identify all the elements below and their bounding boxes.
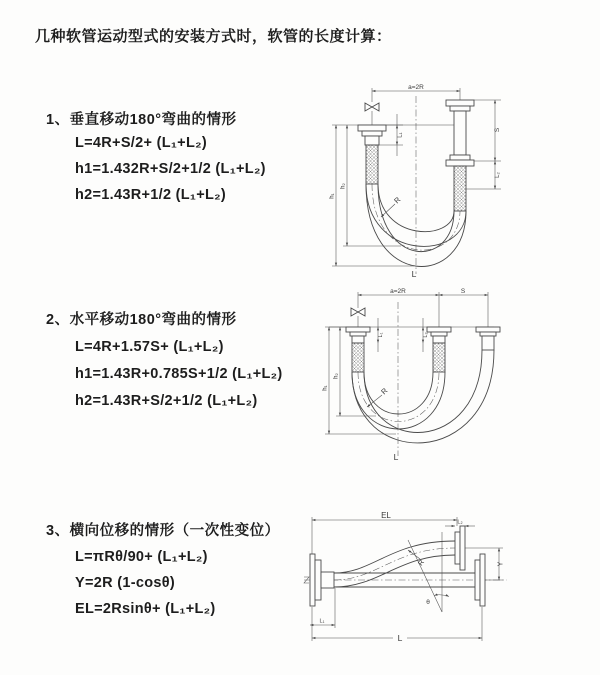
valve-icon [365, 103, 379, 125]
dimension-extension-lines [322, 292, 494, 434]
dim-label-h1: h₁ [322, 385, 329, 391]
section-1-heading: 1、垂直移动180°弯曲的情形 [46, 112, 237, 128]
section-2-formula-h1: h1=1.43R+0.785S+1/2 (L₁+L₂) [75, 366, 283, 382]
dim-label-h2: h₂ [340, 183, 347, 189]
dim-label-l2: L₂ [423, 332, 429, 338]
dim-label-a2r: a=2R [390, 288, 406, 295]
section-3-formula-Y: Y=2R (1-cosθ) [75, 575, 175, 591]
dim-label-h1: h₁ [329, 193, 336, 199]
dim-label-l1: L₁ [319, 618, 325, 625]
dim-label-s: S [460, 288, 466, 295]
section-1-formula-h2: h2=1.43R+1/2 (L₁+L₂) [75, 187, 227, 203]
hose-loop [352, 350, 494, 443]
dim-label-y: Y [497, 561, 505, 567]
dim-label-s: S [494, 127, 501, 133]
section-2-heading: 2、水平移动180°弯曲的情形 [46, 312, 237, 328]
dim-label-el: EL [381, 511, 391, 520]
section-2-formula-h2: h2=1.43R+S/2+1/2 (L₁+L₂) [75, 393, 258, 409]
dim-label-l: L [397, 633, 403, 643]
right-pipe-fitting [446, 100, 474, 211]
dim-label-l2: L₂ [495, 172, 501, 178]
left-pipe-fitting [358, 125, 386, 184]
dim-label-l2: L₂ [457, 519, 463, 526]
dimension-lines [336, 91, 495, 266]
dim-label-l1: L₁ [378, 332, 384, 338]
dimension-extension-lines [329, 88, 501, 266]
valve-icon [351, 308, 365, 327]
section-1-formula-h1: h1=1.432R+S/2+1/2 (L₁+L₂) [75, 161, 266, 177]
section-1-formula-L: L=4R+S/2+ (L₁+L₂) [75, 135, 207, 151]
dim-label-l1: L₁ [397, 132, 404, 138]
dim-label-theta: θ [426, 599, 430, 606]
diagram-vertical-180-bend [325, 84, 510, 280]
section-3-formula-EL: EL=2Rsinθ+ (L₁+L₂) [75, 601, 216, 617]
dim-label-r: R [417, 559, 427, 568]
displaced-flange-fitting [455, 526, 465, 570]
dim-label-a2r: a=2R [408, 84, 424, 91]
section-3-formula-L: L=πRθ/90+ (L₁+L₂) [75, 549, 208, 565]
diagram-horizontal-180-bend [316, 288, 522, 464]
diagram-lateral-displacement [302, 510, 598, 650]
dimension-extension-lines [312, 517, 503, 641]
left-pipe-fitting [346, 327, 370, 372]
dim-label-l: L [411, 269, 417, 279]
dim-label-r: R [392, 195, 403, 206]
dim-label-h2: h₂ [333, 373, 340, 379]
left-flange-fitting [310, 554, 334, 606]
middle-pipe-fitting [427, 327, 451, 372]
dim-label-l: L [393, 452, 399, 462]
dimension-lines [310, 520, 499, 638]
section-2-formula-L: L=4R+1.57S+ (L₁+L₂) [75, 339, 224, 355]
section-3-heading: 3、横向位移的情形（一次性变位） [46, 523, 280, 539]
page-title: 几种软管运动型式的安装方式时，软管的长度计算： [35, 28, 392, 45]
displaced-pipe-fitting [476, 327, 500, 350]
dim-label-r: R [379, 386, 390, 397]
